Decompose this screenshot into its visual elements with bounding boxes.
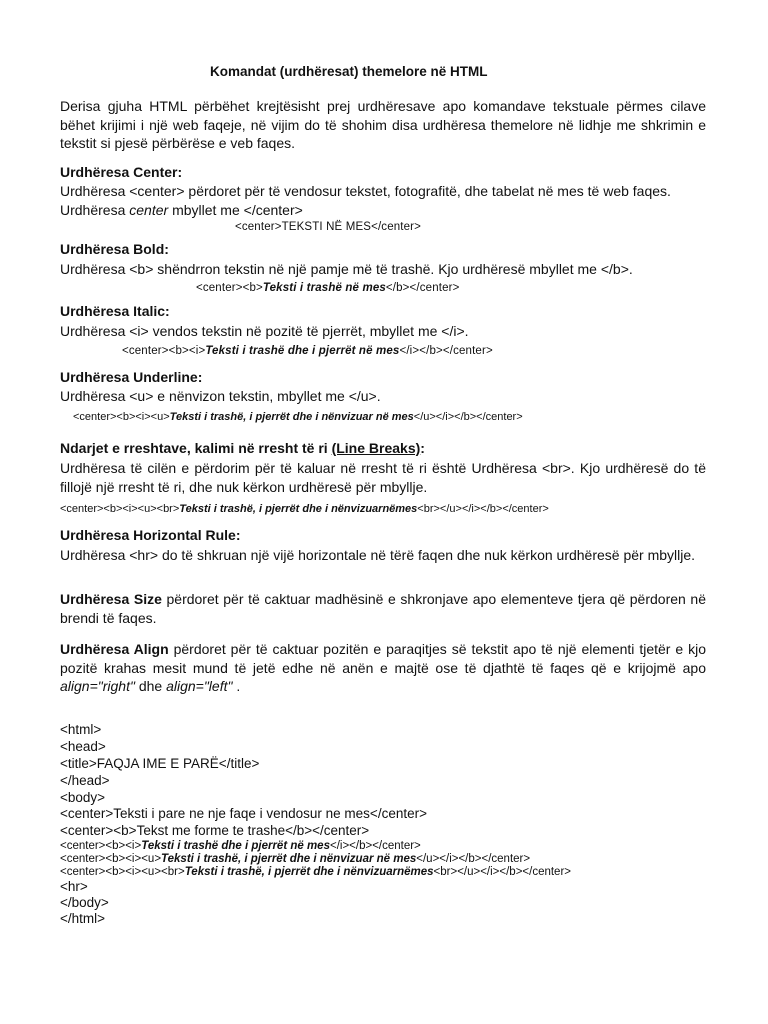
align-paragraph <box>60 640 706 696</box>
linebreak-paragraph: Urdhëresa të cilën e përdorim për të kaluar në rresht të ri është Urdhëresa <br>. Kjo urdhëresë do të fillojë një rresht të ri, dhe nuk kërkon urdhëresë për mbyllje. <box>60 460 706 495</box>
linebreak-heading <box>60 440 425 456</box>
center-heading: Urdhëresa Center: <box>60 164 183 180</box>
code-line-9-em: Teksti i trashë, i pjerrët dhe i nënvizuar në mes <box>161 853 417 865</box>
bold-example-post: </b></center> <box>385 282 460 294</box>
hr-heading: Urdhëresa Horizontal Rule: <box>60 527 241 543</box>
underline-paragraph: Urdhëresa <u> e nënvizon tekstin, mbyllet me </u>. <box>60 388 381 404</box>
italic-heading: Urdhëresa Italic: <box>60 303 170 319</box>
code-line-1: <html> <box>60 722 102 737</box>
center-text-a: Urdhëresa <center> përdoret për të vendosur tekstet, fotografitë, dhe tabelat në mes të web faqes. Urdhëresa <box>60 183 671 218</box>
code-line-10-pre: <center><b><i><u><br> <box>60 866 185 878</box>
code-line-10-post: <br></u></i></b></center> <box>433 866 572 878</box>
size-bold: Urdhëresa Size <box>60 591 162 607</box>
italic-example-pre: <center><b><i> <box>122 345 206 357</box>
code-line-4: </head> <box>60 773 110 788</box>
linebreak-example-pre: <center><b><i><u><br> <box>60 503 180 515</box>
align-left-code: align="left" <box>166 678 233 694</box>
underline-example-em: Teksti i trashë, i pjerrët dhe i nënvizuar në mes <box>169 411 414 423</box>
page-title: Komandat (urdhëresat) themelore në HTML <box>210 64 488 79</box>
underline-example-pre: <center><b><i><u> <box>73 411 170 423</box>
code-line-9-pre: <center><b><i><u> <box>60 853 162 865</box>
code-line-11: <hr> <box>60 879 88 894</box>
size-paragraph <box>60 590 706 627</box>
code-line-5: <body> <box>60 790 106 805</box>
align-mid: dhe <box>134 678 167 694</box>
center-text-em: center <box>129 201 169 218</box>
code-line-12: </body> <box>60 895 109 910</box>
center-example: <center>TEKSTI NË MES</center> <box>235 221 422 233</box>
italic-paragraph: Urdhëresa <i> vendos tekstin në pozitë të pjerrët, mbyllet me </i>. <box>60 323 469 339</box>
italic-example-em: Teksti i trashë dhe i pjerrët në mes <box>205 345 400 357</box>
align-text: përdoret për të caktuar pozitën e paraqitjes së tekstit apo të një elementi tjetër e kjo pozitë krahas mesit mund të jetë edhe në anën e majtë ose të djathtë të faqes që e krijojmë apo <box>60 641 707 676</box>
code-line-10-em: Teksti i trashë, i pjerrët dhe i nënvizuarnëmes <box>184 866 434 878</box>
code-line-6: <center>Teksti i pare ne nje faqe i vendosur ne mes</center> <box>60 806 427 821</box>
bold-heading: Urdhëresa Bold: <box>60 241 169 257</box>
italic-example-post: </i></b></center> <box>399 345 493 357</box>
center-text-b: mbyllet me </center> <box>168 201 303 218</box>
align-bold: Urdhëresa Align <box>60 641 169 657</box>
code-line-3: <title>FAQJA IME E PARË</title> <box>60 756 260 771</box>
code-line-8-post: </i></b></center> <box>329 840 421 852</box>
underline-heading: Urdhëresa Underline: <box>60 369 203 385</box>
code-line-8 <box>60 840 421 852</box>
align-right-code: align="right" <box>60 678 135 694</box>
code-line-7: <center><b>Tekst me forme te trashe</b></center> <box>60 823 370 838</box>
size-text: përdoret për të caktuar madhësinë e shkronjave apo elementeve tjera që përdoren në brendi të faqes. <box>60 591 706 626</box>
bold-example <box>196 282 459 294</box>
code-line-13: </html> <box>60 911 106 926</box>
intro-paragraph: Derisa gjuha HTML përbëhet krejtësisht prej urdhëresave apo komandave tekstuale përmes cilave bëhet krijimi i një web faqeje, në vijim do të shohim disa urdhëresa themelore në lidhje me shkrimin e tekstit si pjesë përbërëse e veb faqes. <box>60 98 706 151</box>
linebreak-heading-underlined: (Line Breaks) <box>331 440 421 456</box>
code-line-8-pre: <center><b><i> <box>60 840 142 852</box>
italic-example <box>122 345 493 357</box>
underline-example <box>73 411 523 423</box>
hr-paragraph: Urdhëresa <hr> do të shkruan një vijë horizontale në tërë faqen dhe nuk kërkon urdhëresë për mbyllje. <box>60 547 696 563</box>
linebreak-example <box>60 503 549 515</box>
center-paragraph <box>60 182 706 219</box>
align-end: . <box>232 678 241 694</box>
linebreak-example-em: Teksti i trashë, i pjerrët dhe i nënvizuarnëmes <box>179 503 418 515</box>
code-line-9-post: </u></i></b></center> <box>416 853 531 865</box>
code-line-8-em: Teksti i trashë dhe i pjerrët në mes <box>141 840 330 852</box>
bold-paragraph: Urdhëresa <b> shëndrron tekstin në një pamje më të trashë. Kjo urdhëresë mbyllet me </b>. <box>60 261 633 277</box>
linebreak-heading-b: : <box>420 440 425 456</box>
linebreak-heading-a: Ndarjet e rreshtave, kalimi në rresht të ri <box>60 440 332 456</box>
code-line-9 <box>60 853 530 865</box>
underline-example-post: </u></i></b></center> <box>413 411 523 423</box>
code-line-2: <head> <box>60 739 106 754</box>
bold-example-pre: <center><b> <box>196 282 263 294</box>
bold-example-em: Teksti i trashë në mes <box>262 282 386 294</box>
linebreak-example-post: <br></u></i></b></center> <box>417 503 549 515</box>
code-line-10 <box>60 866 571 878</box>
